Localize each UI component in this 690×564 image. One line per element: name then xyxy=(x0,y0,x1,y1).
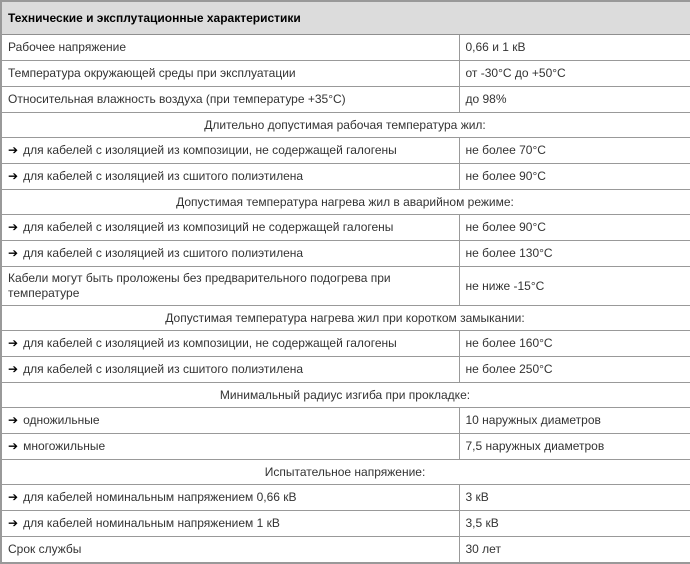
table-row xyxy=(1,35,690,61)
section-row xyxy=(1,306,690,331)
row-label-cell xyxy=(1,35,459,61)
row-label: для кабелей с изоляцией из композиций не содержащей галогены xyxy=(23,220,394,234)
row-label: для кабелей с изоляцией из сшитого полиэтилена xyxy=(23,362,304,376)
arrow-right-icon: ➔ xyxy=(8,516,19,530)
row-label: одножильные xyxy=(23,413,100,427)
row-value: не более 90°С xyxy=(459,215,690,241)
row-label: Рабочее напряжение xyxy=(8,40,127,54)
table-row xyxy=(1,87,690,113)
row-label-cell xyxy=(1,138,459,164)
section-label: Минимальный радиус изгиба при прокладке: xyxy=(1,383,690,408)
table-row xyxy=(1,138,690,164)
row-label: Температура окружающей среды при эксплуатации xyxy=(8,66,296,80)
arrow-right-icon: ➔ xyxy=(8,413,19,427)
row-label: для кабелей номинальным напряжением 1 кВ xyxy=(23,516,280,530)
section-label: Допустимая температура нагрева жил при коротком замыкании: xyxy=(1,306,690,331)
row-label-cell xyxy=(1,511,459,537)
row-label-cell xyxy=(1,357,459,383)
section-row xyxy=(1,190,690,215)
table-row xyxy=(1,357,690,383)
arrow-right-icon: ➔ xyxy=(8,490,19,504)
row-label-cell xyxy=(1,164,459,190)
table-row xyxy=(1,331,690,357)
row-value: от -30°С до +50°С xyxy=(459,61,690,87)
table-row xyxy=(1,485,690,511)
row-value: не ниже -15°С xyxy=(459,267,690,306)
table-title-row xyxy=(1,1,690,35)
section-label: Испытательное напряжение: xyxy=(1,460,690,485)
row-value: 7,5 наружных диаметров xyxy=(459,434,690,460)
section-row xyxy=(1,460,690,485)
arrow-right-icon: ➔ xyxy=(8,439,19,453)
row-value: не более 70°С xyxy=(459,138,690,164)
section-label: Длительно допустимая рабочая температура жил: xyxy=(1,113,690,138)
row-value: не более 90°С xyxy=(459,164,690,190)
row-label: многожильные xyxy=(23,439,106,453)
table-row xyxy=(1,434,690,460)
row-value: 10 наружных диаметров xyxy=(459,408,690,434)
row-value: не более 160°С xyxy=(459,331,690,357)
row-value: 3,5 кВ xyxy=(459,511,690,537)
row-label: для кабелей с изоляцией из композиции, не содержащей галогены xyxy=(23,336,397,350)
table-row xyxy=(1,61,690,87)
row-label: Срок службы xyxy=(8,542,82,556)
arrow-right-icon: ➔ xyxy=(8,246,19,260)
row-label-cell xyxy=(1,267,459,306)
table-row xyxy=(1,408,690,434)
row-label: для кабелей с изоляцией из сшитого полиэтилена xyxy=(23,246,304,260)
row-label-cell xyxy=(1,331,459,357)
row-label-cell xyxy=(1,215,459,241)
arrow-right-icon: ➔ xyxy=(8,336,19,350)
row-label: Относительная влажность воздуха (при температуре +35°С) xyxy=(8,92,346,106)
table-row xyxy=(1,241,690,267)
arrow-right-icon: ➔ xyxy=(8,220,19,234)
row-value: не более 130°С xyxy=(459,241,690,267)
row-label-cell xyxy=(1,537,459,564)
section-row xyxy=(1,113,690,138)
row-label-cell xyxy=(1,61,459,87)
row-value: не более 250°С xyxy=(459,357,690,383)
section-row xyxy=(1,383,690,408)
page-title: Технические и эксплутационные характеристики xyxy=(1,1,690,35)
row-label: для кабелей номинальным напряжением 0,66 кВ xyxy=(23,490,297,504)
row-label: для кабелей с изоляцией из композиции, не содержащей галогены xyxy=(23,143,397,157)
row-label-cell xyxy=(1,408,459,434)
row-value: до 98% xyxy=(459,87,690,113)
row-label-cell xyxy=(1,87,459,113)
table-row xyxy=(1,537,690,564)
section-label: Допустимая температура нагрева жил в аварийном режиме: xyxy=(1,190,690,215)
row-label-cell xyxy=(1,485,459,511)
row-value: 3 кВ xyxy=(459,485,690,511)
arrow-right-icon: ➔ xyxy=(8,143,19,157)
table-body xyxy=(1,35,690,564)
table-row xyxy=(1,164,690,190)
row-value: 0,66 и 1 кВ xyxy=(459,35,690,61)
row-value: 30 лет xyxy=(459,537,690,564)
row-label: для кабелей с изоляцией из сшитого полиэтилена xyxy=(23,169,304,183)
table-row xyxy=(1,215,690,241)
row-label-cell xyxy=(1,434,459,460)
table-row xyxy=(1,511,690,537)
row-label-cell xyxy=(1,241,459,267)
arrow-right-icon: ➔ xyxy=(8,362,19,376)
table-row xyxy=(1,267,690,306)
row-label: Кабели могут быть проложены без предварительного подогрева при температуре xyxy=(8,271,391,300)
arrow-right-icon: ➔ xyxy=(8,169,19,183)
